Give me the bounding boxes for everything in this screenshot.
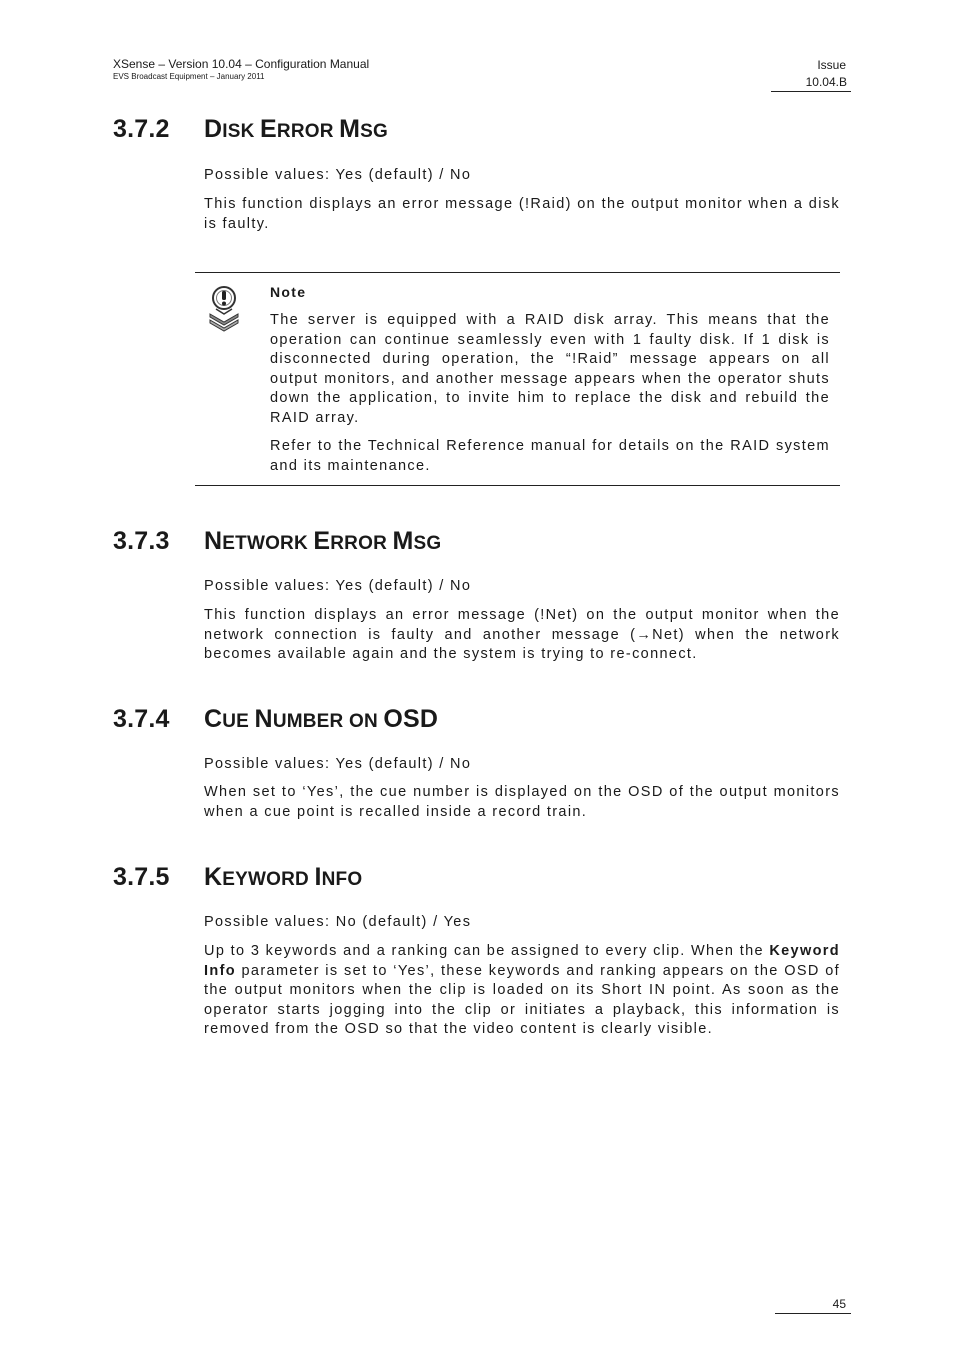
parameter-name: Keyword Info	[204, 943, 840, 979]
heading-smallcaps: ISK	[222, 121, 261, 142]
section-heading-disk-error-msg	[113, 115, 388, 144]
note-warning-icon	[204, 284, 244, 332]
issue-label: Issue	[817, 58, 846, 72]
body-text: Up to 3 keywords and a ranking can be assigned to every clip. When the	[204, 943, 770, 959]
heading-cap: N	[204, 527, 223, 555]
heading-smallcaps: NFO	[321, 869, 363, 890]
note-title: Note	[270, 284, 307, 300]
heading-cap: M	[339, 115, 361, 143]
heading-cap: D	[204, 115, 223, 143]
heading-smallcaps: ETWORK	[222, 533, 314, 554]
document-subtitle: EVS Broadcast Equipment – January 2011	[113, 72, 265, 81]
section-number: 3.7.5	[113, 863, 170, 891]
possible-values: Possible values: No (default) / Yes	[204, 914, 472, 930]
heading-smallcaps: RROR	[330, 533, 393, 554]
heading-smallcaps: RROR	[276, 121, 340, 142]
possible-values: Possible values: Yes (default) / No	[204, 167, 472, 183]
section-number: 3.7.3	[113, 527, 170, 555]
heading-smallcaps: SG	[360, 121, 389, 142]
heading-cap: OSD	[383, 705, 439, 733]
footer-rule	[775, 1313, 851, 1314]
heading-cap: K	[204, 863, 223, 891]
heading-cap: E	[313, 527, 331, 555]
heading-cap: N	[254, 705, 273, 733]
possible-values: Possible values: Yes (default) / No	[204, 578, 472, 594]
possible-values: Possible values: Yes (default) / No	[204, 756, 472, 772]
section-body: This function displays an error message (!Net) on the output monitor when the network connection is faulty and another message (→Net) when the network becomes available again and the system is trying to re-connect.	[204, 607, 840, 662]
header-rule	[771, 91, 851, 92]
section-heading-keyword-info	[113, 863, 362, 892]
body-text: parameter is set to ‘Yes’, these keywords and ranking appears on the OSD of the output monitors when the clip is loaded on its Short IN point. As soon as the operator starts jogging into the clip or initiates a playback, this information is removed from the OSD so that the video content is clearly visible.	[204, 962, 840, 1037]
heading-cap: C	[204, 705, 223, 733]
issue-value: 10.04.B	[805, 75, 847, 89]
note-bottom-rule	[195, 485, 840, 486]
section-number: 3.7.4	[113, 705, 170, 733]
heading-smallcaps: UMBER	[272, 711, 349, 732]
note-top-rule	[195, 272, 840, 273]
section-body	[204, 942, 840, 1040]
heading-cap: E	[260, 115, 277, 143]
section-body: When set to ‘Yes’, the cue number is displayed on the OSD of the output monitors when a cue point is recalled inside a record train.	[204, 784, 840, 820]
note-paragraph: Refer to the Technical Reference manual for details on the RAID system and its maintenance.	[270, 438, 830, 474]
heading-smallcaps: SG	[413, 533, 442, 554]
heading-smallcaps: ON	[348, 711, 384, 732]
section-number: 3.7.2	[113, 115, 170, 143]
heading-smallcaps: EYWORD	[222, 869, 315, 890]
section-heading-network-error-msg	[113, 527, 441, 556]
page-number: 45	[832, 1297, 846, 1311]
heading-cap: M	[392, 527, 414, 555]
note-paragraph: The server is equipped with a RAID disk array. This means that the operation can continue seamlessly even with 1 faulty disk. If 1 disk is disconnected during operation, the “!Raid” message appears on all output monitors, and another message appears when the operator shuts down the application, to invite him to replace the disk and rebuild the RAID array.	[270, 312, 830, 426]
heading-smallcaps: UE	[222, 711, 255, 732]
section-body: This function displays an error message (!Raid) on the output monitor when a disk is faulty.	[204, 196, 840, 232]
section-heading-cue-number-on-osd	[113, 705, 438, 734]
heading-cap: I	[314, 863, 322, 891]
document-title: XSense – Version 10.04 – Configuration Manual	[113, 57, 370, 71]
